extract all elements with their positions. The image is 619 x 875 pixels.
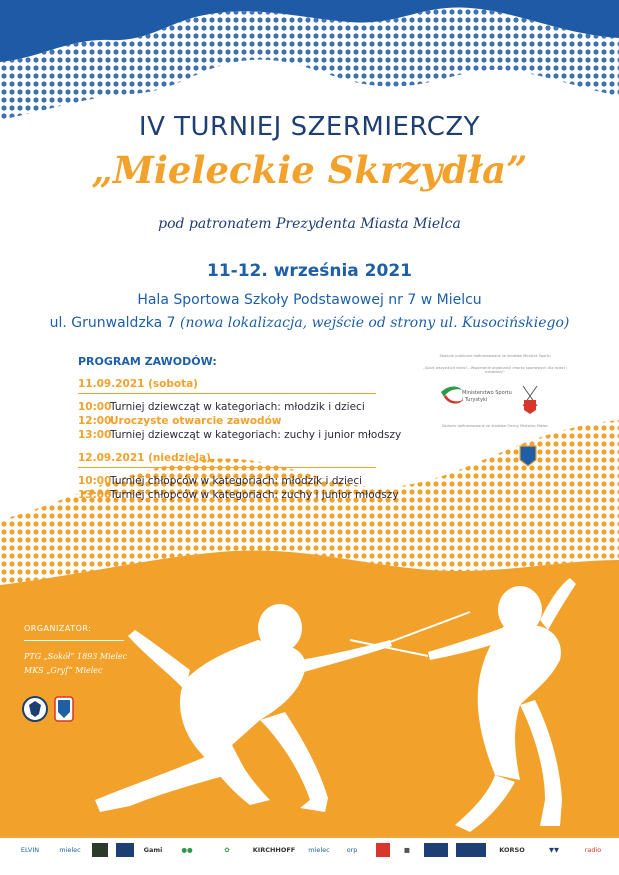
- program-day1-date: 11.09.2021 (sobota): [78, 378, 198, 390]
- program-item-time: 12:00: [78, 415, 112, 427]
- program-item-text: Turniej chłopców w kategoriach: zuchy i junior młodszy: [110, 489, 399, 501]
- venue-line2: [0, 315, 619, 331]
- sponsor-logo-blue: [116, 843, 134, 857]
- program-day2-date: 12.09.2021 (niedziela): [78, 452, 211, 464]
- program-item: [78, 401, 365, 413]
- ministry-swoosh-icon: [444, 395, 463, 404]
- sponsor-logo-w: ▼▼: [549, 846, 559, 854]
- program-heading: PROGRAM ZAWODÓW:: [78, 355, 217, 368]
- program-item: [78, 415, 281, 427]
- ministry-name: Ministerstwo Sportu i Turystyki: [462, 390, 512, 403]
- venue-line1: Hala Sportowa Szkoły Podstawowej nr 7 w Mielcu: [137, 292, 482, 308]
- organizer-name-1: PTG „Sokół” 1893 Mielec: [24, 652, 128, 661]
- sponsor-logo-dark: [92, 843, 108, 857]
- sponsor-logo-gami: Gami: [143, 846, 163, 854]
- sponsor-logo-green: ●●: [181, 846, 193, 854]
- program-item-time: 13:00: [78, 429, 112, 441]
- sponsor-logo-radio: radio: [584, 846, 602, 854]
- sponsor-logo-orp: orp: [346, 846, 358, 854]
- sponsor-logo-navy: [424, 843, 448, 857]
- program-item-time: 13:00: [78, 489, 112, 501]
- sponsor-logo-elvin: ELVIN: [20, 846, 40, 854]
- side-panel-text1: Zadanie publiczne dofinansowane ze środków Ministra Sportu: [439, 354, 551, 358]
- ministry-leaf-icon: [441, 386, 462, 397]
- program-item-time: 10:00: [78, 475, 112, 487]
- sponsor-logo-korso: KORSO: [499, 846, 525, 854]
- program-item: [78, 429, 401, 441]
- program-day1-rule: [78, 393, 376, 394]
- organizer-rule: [24, 640, 124, 641]
- program-item-text: Turniej chłopców w kategoriach: młodzik i dzieci: [110, 475, 363, 487]
- sponsor-logo-mielec: mielec: [59, 846, 81, 854]
- side-panel-text3: Zadanie dofinansowane ze środków Gminy Miejskiej Mielec: [441, 424, 549, 428]
- sponsor-logo-leaf: ✿: [224, 846, 230, 854]
- event-title-name: „Mieleckie Skrzydła”: [91, 148, 528, 192]
- sponsor-logo-navy-2: [456, 843, 486, 857]
- sponsor-logo-mielec-2: mielec: [308, 846, 330, 854]
- organizer-label: ORGANIZATOR:: [24, 624, 92, 633]
- program-item: [78, 489, 399, 501]
- program-item: [78, 475, 362, 487]
- side-panel-text2: „Sport wszystkich dzieci – Wspieranie organizacji imprez sportowych dla dzieci i młodzieży”: [423, 366, 567, 374]
- program-item-time: 10:00: [78, 401, 112, 413]
- venue-note: (nowa lokalizacja, wejście od strony ul. Kusocińskiego): [180, 315, 570, 331]
- sponsor-logo-kirchhoff: KIRCHHOFF: [252, 846, 296, 854]
- sponsor-logo-red: [376, 843, 390, 857]
- event-date: 11-12. września 2021: [206, 261, 412, 281]
- venue-street: ul. Grunwaldzka 7: [49, 315, 176, 331]
- event-title-line1: IV TURNIEJ SZERMIERCZY: [138, 112, 481, 142]
- sponsor-logo-grey: ■: [403, 846, 411, 854]
- program-item-text: Turniej dziewcząt w kategoriach: zuchy i junior młodszy: [110, 429, 402, 441]
- organizer-name-2: MKS „Gryf” Mielec: [24, 666, 103, 675]
- program-day2-rule: [78, 467, 376, 468]
- program-item-text: Turniej dziewcząt w kategoriach: młodzik i dzieci: [110, 401, 365, 413]
- program-item-text: Uroczyste otwarcie zawodów: [110, 415, 282, 427]
- patronage-text: pod patronatem Prezydenta Miasta Mielca: [158, 216, 461, 232]
